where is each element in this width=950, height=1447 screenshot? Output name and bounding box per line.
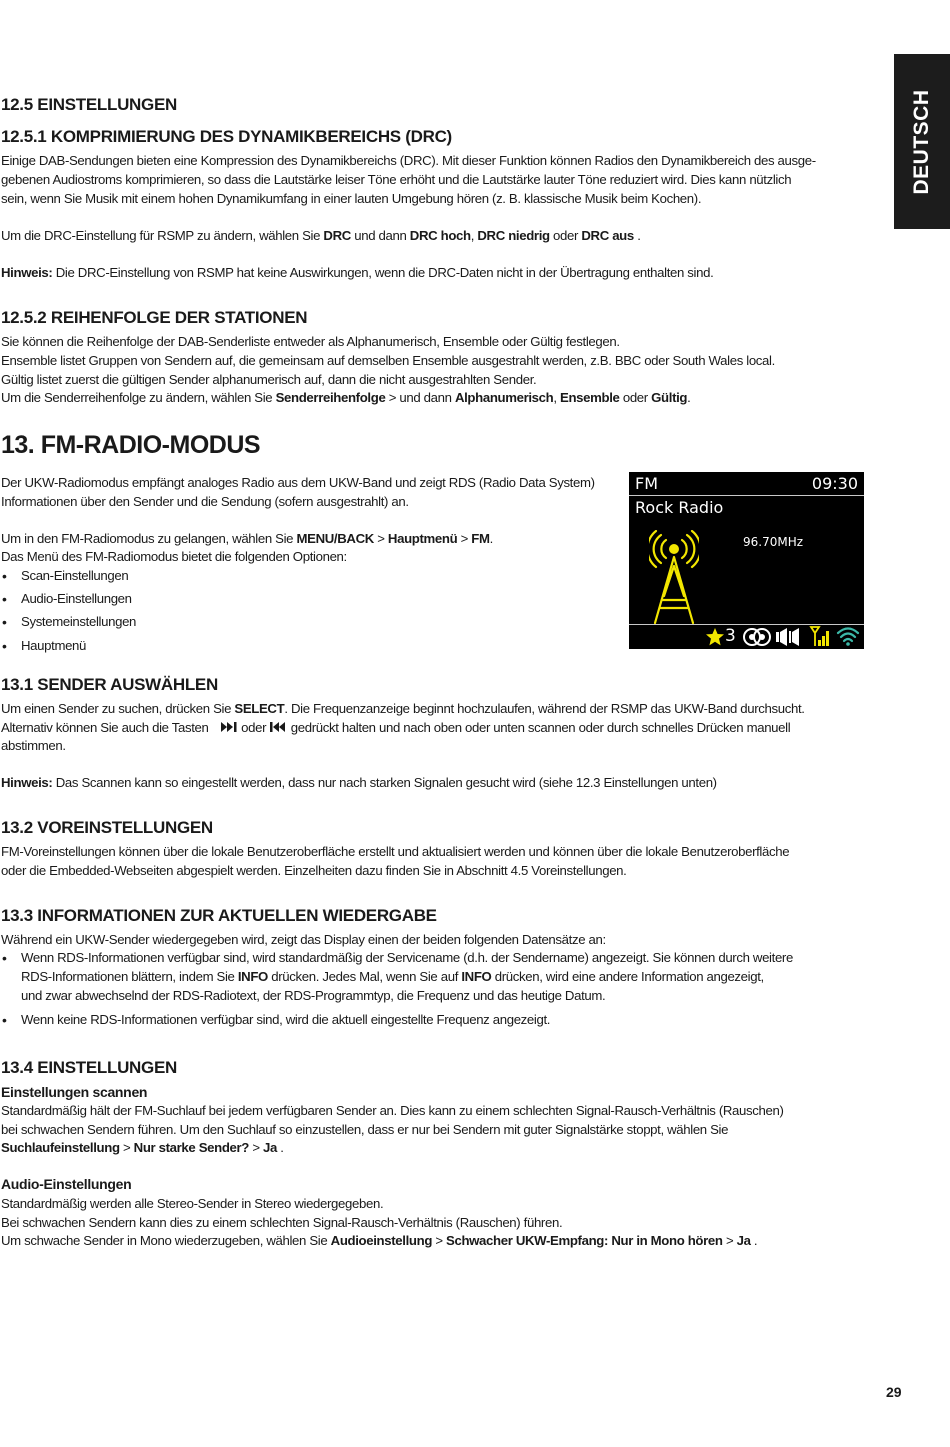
text-run: Alternativ können Sie auch die Tasten [1, 720, 212, 735]
drc-change-instruction [1, 227, 641, 246]
text-run: > [432, 1233, 447, 1248]
list-item-label: Wenn RDS-Informationen verfügbar sind, wird standardmäßig der Servicename (d.h. der Sendername) angezeigt. Sie können durch weitere [21, 950, 793, 965]
menu-option-drc-low: DRC niedrig [477, 228, 550, 243]
note-label: Hinweis: [1, 265, 53, 280]
section-13-2-title: 13.2 VOREINSTELLUNGEN [1, 818, 213, 837]
drc-paragraph-line: Einige DAB-Sendungen bieten eine Kompression des Dynamikbereichs (DRC). Mit dieser Funktion können Radios den Dynamikbereich des ausge- [1, 153, 816, 168]
select-station-line [1, 719, 790, 738]
section-13-4-title: 13.4 EINSTELLUNGEN [1, 1058, 177, 1077]
text-run: > und dann [385, 390, 455, 405]
menu-option-yes: Ja [736, 1233, 751, 1248]
signal-icon [809, 625, 831, 647]
text-run: Um einen Sender zu suchen, drücken Sie [1, 701, 235, 716]
button-name-info: INFO [237, 969, 268, 984]
list-item: • Wenn keine RDS-Informationen verfügbar sind, wird die aktuell eingestellte Frequenz angezeigt. [2, 1012, 551, 1028]
display-mode: FM [635, 474, 659, 493]
note-text: Die DRC-Einstellung von RSMP hat keine Auswirkungen, wenn die DRC-Daten nicht in der Übertragung enthalten sind. [52, 265, 714, 280]
fm-menu-intro: Das Menü des FM-Radiomodus bietet die folgenden Optionen: [1, 549, 347, 564]
text-run: und dann [350, 228, 410, 243]
menu-option-audio-setting: Audioeinstellung [330, 1233, 433, 1248]
menu-option-drc: DRC [323, 228, 351, 243]
menu-option-drc-high: DRC hoch [409, 228, 471, 243]
text-run: RDS-Informationen blättern, indem Sie [21, 969, 238, 984]
text-run: oder [619, 390, 652, 405]
note-label: Hinweis: [1, 775, 53, 790]
mono-icon [775, 627, 801, 647]
fm-menu-list [0, 567, 400, 662]
text-run: . [750, 1233, 758, 1248]
list-item-label: Wenn keine RDS-Informationen verfügbar sind, wird die aktuell eingestellte Frequenz angezeigt. [21, 1012, 551, 1027]
section-12-5-2-title: 12.5.2 REIHENFOLGE DER STATIONEN [1, 308, 308, 327]
display-frequency: 96.70MHz [743, 535, 804, 549]
language-tab-label: DEUTSCH [910, 88, 933, 195]
text-run: oder [549, 228, 582, 243]
scan-settings-path [1, 1139, 284, 1158]
menu-option-menu-back: MENU/BACK [296, 531, 374, 546]
select-station-line [1, 700, 805, 719]
display-time: 09:30 [811, 474, 858, 493]
presets-paragraph-line: oder die Embedded-Webseiten abgespielt werden. Einzelheiten dazu finden Sie in Abschnitt 4.5 Voreinstellungen. [1, 863, 627, 878]
list-item-continuation: und zwar abwechselnd der RDS-Radiotext, der RDS-Programmtyp, die Frequenz und das heutige Datum. [21, 988, 606, 1003]
menu-option-valid: Gültig [651, 390, 688, 405]
section-13-1-title: 13.1 SENDER AUSWÄHLEN [1, 675, 218, 694]
wifi-icon [836, 626, 860, 646]
list-item-continuation [21, 968, 764, 987]
note-text: Das Scannen kann so eingestellt werden, dass nur nach starken Signalen gesucht wird (siehe 12.3 Einstellungen unten) [52, 775, 717, 790]
menu-option-weak-reception-mono: Schwacher UKW-Empfang: Nur in Mono hören [446, 1233, 723, 1248]
drc-paragraph-line: sein, wenn Sie Musik mit einem hohen Dynamikumfang in einer lauten Umgebung hören (z. B. klassische Musik beim Kochen). [1, 191, 702, 206]
menu-option-yes: Ja [263, 1140, 277, 1155]
display-preset-number: 3 [725, 626, 736, 646]
text-run: . [489, 531, 493, 546]
order-paragraph-line: Gültig listet zuerst die gültigen Sender alphanumerisch auf, dann die nicht ausgestrahlten Sender. [1, 372, 537, 387]
skip-forward-icon [220, 721, 238, 733]
text-run: Um die Senderreihenfolge zu ändern, wählen Sie [1, 390, 276, 405]
list-item-label: Scan-Einstellungen [21, 568, 129, 583]
radio-display [629, 472, 864, 649]
scan-note [1, 774, 717, 793]
display-divider [629, 495, 864, 496]
drc-paragraph-line: gebenen Audiostroms komprimieren, so dass die Lautstärke leiser Töne erhöht und die Lautstärke lauter Töne reduziert wird. Dies kann nützlich [1, 172, 792, 187]
button-name-select: SELECT [234, 701, 285, 716]
fm-intro-line: Der UKW-Radiomodus empfängt analoges Radio aus dem UKW-Band und zeigt RDS (Radio Data System) [1, 475, 595, 490]
text-run: > [457, 531, 472, 546]
star-icon [705, 627, 725, 647]
text-run: , [553, 390, 561, 405]
now-playing-intro: Während ein UKW-Sender wiedergegeben wird, zeigt das Display einen der beiden folgenden Datensätze an: [1, 932, 606, 947]
menu-option-alphanumeric: Alphanumerisch [454, 390, 554, 405]
menu-option-scan-setting: Suchlaufeinstellung [1, 1140, 120, 1155]
language-tab [894, 54, 950, 229]
menu-option-ensemble: Ensemble [560, 390, 620, 405]
section-12-5-1-title: 12.5.1 KOMPRIMIERUNG DES DYNAMIKBEREICHS (DRC) [1, 127, 452, 146]
text-run: gedrückt halten und nach oben oder unten scannen oder durch schnelles Drücken manuell [287, 720, 791, 735]
stereo-icon [741, 627, 773, 647]
section-12-5-title: 12.5 EINSTELLUNGEN [1, 95, 177, 114]
section-13-3-title: 13.3 INFORMATIONEN ZUR AKTUELLEN WIEDERGABE [1, 906, 437, 925]
text-run: . Die Frequenzanzeige beginnt hochzulaufen, während der RSMP das UKW-Band durchsucht. [284, 701, 805, 716]
text-run: . [276, 1140, 284, 1155]
list-item: • Systemeinstellungen [2, 614, 137, 630]
list-item: • Wenn RDS-Informationen verfügbar sind, wird standardmäßig der Servicename (d.h. der Sendername) angezeigt. Sie können durch weitere [2, 950, 793, 966]
fm-intro-line: Informationen über den Sender und die Sendung (sofern ausgestrahlt) an. [1, 494, 409, 509]
order-paragraph-line: Ensemble listet Gruppen von Sendern auf, die gemeinsam auf demselben Ensemble ausgestrahlt werden, z.B. BBC oder South Wales local. [1, 353, 775, 368]
list-item: • Audio-Einstellungen [2, 591, 132, 607]
text-run: Um in den FM-Radiomodus zu gelangen, wählen Sie [1, 531, 297, 546]
page-number: 29 [886, 1384, 902, 1400]
audio-settings-line: Standardmäßig werden alle Stereo-Sender in Stereo wiedergegeben. [1, 1196, 384, 1211]
text-run: > [373, 531, 388, 546]
text-run: drücken, wird eine andere Information angezeigt, [491, 969, 764, 984]
section-13-title: 13. FM-RADIO-MODUS [1, 431, 261, 459]
text-run: > [249, 1140, 263, 1155]
list-item-label: Hauptmenü [21, 638, 87, 653]
text-run: . [633, 228, 641, 243]
list-item-label: Audio-Einstellungen [21, 591, 132, 606]
list-item: • Hauptmenü [2, 638, 87, 654]
menu-option-main-menu: Hauptmenü [387, 531, 458, 546]
order-paragraph-line: Sie können die Reihenfolge der DAB-Senderliste entweder als Alphanumerisch, Ensemble oder Gültig festlegen. [1, 334, 620, 349]
text-run: , [470, 228, 478, 243]
text-run: oder [237, 720, 270, 735]
fm-enter-instruction [1, 530, 493, 549]
list-item: • Scan-Einstellungen [2, 568, 129, 584]
menu-option-strong-only: Nur starke Sender? [133, 1140, 250, 1155]
audio-settings-line: Bei schwachen Sendern kann dies zu einem schlechten Signal-Rausch-Verhältnis (Rauschen) führen. [1, 1215, 563, 1230]
order-change-instruction [1, 389, 690, 408]
scan-settings-title: Einstellungen scannen [1, 1084, 148, 1100]
scan-settings-line: Standardmäßig hält der FM-Suchlauf bei jedem verfügbaren Sender an. Dies kann zu einem schlechten Signal-Rausch-Verhältnis (Rauschen) [1, 1103, 784, 1118]
display-station-name: Rock Radio [635, 498, 724, 517]
drc-note [1, 264, 713, 283]
skip-back-icon [269, 721, 287, 733]
list-item-label: Systemeinstellungen [21, 614, 137, 629]
text-run: > [722, 1233, 737, 1248]
text-run: > [119, 1140, 134, 1155]
menu-option-station-order: Senderreihenfolge [275, 390, 386, 405]
text-run: . [687, 390, 691, 405]
audio-settings-title: Audio-Einstellungen [1, 1176, 132, 1192]
scan-settings-line: bei schwachen Sendern führen. Um den Suchlauf so einzustellen, dass er nur bei Sendern mit guter Signalstärke stoppt, wählen Sie [1, 1122, 729, 1137]
audio-settings-path [1, 1232, 757, 1251]
menu-option-drc-off: DRC aus [581, 228, 634, 243]
button-name-info: INFO [461, 969, 492, 984]
text-run: Um die DRC-Einstellung für RSMP zu ändern, wählen Sie [1, 228, 324, 243]
menu-option-fm: FM [471, 531, 490, 546]
radio-tower-icon [649, 530, 699, 626]
presets-paragraph-line: FM-Voreinstellungen können über die lokale Benutzeroberfläche erstellt und aktualisiert werden und können über die lokale Benutzeroberfläche [1, 844, 790, 859]
text-run: drücken. Jedes Mal, wenn Sie auf [267, 969, 462, 984]
text-run: Um schwache Sender in Mono wiederzugeben, wählen Sie [1, 1233, 331, 1248]
select-station-line: abstimmen. [1, 738, 66, 753]
